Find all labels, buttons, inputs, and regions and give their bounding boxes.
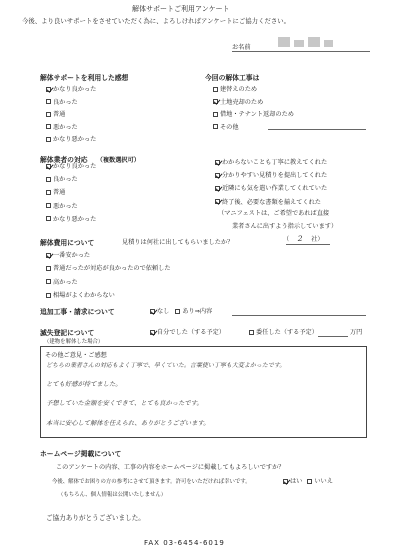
contractor-options xyxy=(46,160,96,226)
satisfaction-option-0[interactable] xyxy=(46,84,96,97)
contractor-option-1[interactable] xyxy=(46,173,96,186)
comments-box[interactable] xyxy=(40,346,367,438)
answer-paren: （ xyxy=(283,236,290,243)
reason-option-0[interactable] xyxy=(215,156,327,169)
option-label: はい xyxy=(290,478,303,485)
reason-option-3[interactable] xyxy=(215,196,327,209)
checkbox[interactable] xyxy=(46,279,51,284)
registration-title: 滅失登記について xyxy=(40,329,95,337)
contractor-option-2[interactable] xyxy=(46,186,96,199)
manifest-note-2: 業者さんに出すよう指示しています） xyxy=(232,223,338,230)
form-title: 解体サポートご利用アンケート xyxy=(132,5,230,13)
answer-underline xyxy=(286,244,330,245)
option-label: 普通だったが対応が良かったので依頼した xyxy=(53,265,171,273)
option-label: わからないことも丁寧に教えてくれた xyxy=(222,159,328,166)
extra-content-underline xyxy=(232,315,366,316)
option-label: 高かった xyxy=(53,278,78,286)
contractor-option-0[interactable] xyxy=(46,160,96,173)
extra-none-option[interactable] xyxy=(150,308,169,315)
option-label: 良かった xyxy=(53,176,78,184)
comments-label: その他ご意見・ご感想 xyxy=(45,352,107,359)
name-redaction xyxy=(308,37,320,47)
checkbox[interactable] xyxy=(46,293,51,298)
registration-entrust-option[interactable] xyxy=(249,329,318,336)
checkbox[interactable] xyxy=(215,199,220,204)
checkbox[interactable] xyxy=(46,164,51,169)
thanks-text: ご協力ありがとうございました。 xyxy=(46,514,145,522)
registration-self-option[interactable] xyxy=(150,329,225,336)
satisfaction-title: 解体サポートを利用した感想 xyxy=(40,74,129,82)
checkbox[interactable] xyxy=(307,479,312,484)
option-label: 自分でした（する予定） xyxy=(157,329,226,336)
option-label: その他 xyxy=(220,123,239,131)
fee-unit: 万円 xyxy=(350,329,363,336)
cost-answer[interactable] xyxy=(283,234,324,243)
cost-option-0[interactable] xyxy=(46,249,171,262)
homepage-yes-option[interactable] xyxy=(283,478,302,485)
contractor-option-4[interactable] xyxy=(46,213,96,226)
option-label: 終了後、必要な書類を揃えてくれた xyxy=(222,198,321,206)
option-label: 悪かった xyxy=(53,202,78,210)
satisfaction-option-4[interactable] xyxy=(46,134,96,147)
contractor-note: （複数選択可） xyxy=(96,157,140,164)
checkbox[interactable] xyxy=(150,309,155,314)
comment-line-0: どちらの業者さんの対応もよく丁寧で、早くていた。言葉使い丁寧も大変よかったです。 xyxy=(46,362,286,369)
checkbox[interactable] xyxy=(175,309,180,314)
cost-option-2[interactable] xyxy=(46,276,171,289)
option-label: 借地・テナント返却のため xyxy=(220,111,294,119)
option-label: 分かりやすい見積りを提出してくれた xyxy=(222,172,328,180)
option-label: 土地売却のため xyxy=(220,98,264,106)
extra-options xyxy=(150,306,212,315)
homepage-options xyxy=(283,476,333,485)
checkbox[interactable] xyxy=(150,330,155,335)
registration-note: （建物を解体した場合） xyxy=(44,339,104,345)
checkbox[interactable] xyxy=(46,112,51,117)
extra-some-option[interactable] xyxy=(175,308,212,315)
checkbox[interactable] xyxy=(215,160,220,165)
option-label: かなり悪かった xyxy=(53,215,97,223)
cost-options xyxy=(46,249,171,303)
cost-option-1[interactable] xyxy=(46,262,171,275)
company-count-input[interactable]: 2 xyxy=(297,234,303,243)
satisfaction-option-3[interactable] xyxy=(46,122,96,135)
cost-option-3[interactable] xyxy=(46,289,171,302)
checkbox[interactable] xyxy=(213,87,218,92)
option-label: 良かった xyxy=(53,98,78,106)
checkbox[interactable] xyxy=(46,216,51,221)
name-label: お名前 xyxy=(232,44,251,51)
manifest-note-1: （マニフェストは、ご希望であれば直接 xyxy=(218,210,330,217)
option-label: かなり悪かった xyxy=(53,136,97,144)
checkbox[interactable] xyxy=(46,124,51,129)
homepage-note-1: 今後、解体でお困りの方の参考にさせて頂きます。許可をいただければ幸いです。 xyxy=(52,479,251,485)
checkbox[interactable] xyxy=(283,479,288,484)
checkbox[interactable] xyxy=(46,137,51,142)
name-redaction xyxy=(324,40,333,47)
fax-number: FAX 03-6454-6019 xyxy=(144,539,225,547)
option-label: いいえ xyxy=(314,478,333,485)
checkbox[interactable] xyxy=(46,87,51,92)
work-option-1[interactable] xyxy=(213,97,294,110)
cost-question: 見積りは何社に出してもらいましたか？ xyxy=(122,239,234,246)
option-label: 委任した（する予定） xyxy=(256,329,318,336)
homepage-no-option[interactable] xyxy=(307,478,333,485)
checkbox[interactable] xyxy=(249,330,254,335)
work-option-0[interactable] xyxy=(213,84,294,97)
cost-title: 解体費用について xyxy=(40,239,95,247)
work-other-underline xyxy=(268,129,366,130)
option-label: 相場がよくわからない xyxy=(53,292,115,300)
checkbox[interactable] xyxy=(215,173,220,178)
option-label: 近隣にも気を遣い作業してくれていた xyxy=(222,185,328,193)
extra-title: 追加工事・請求について xyxy=(40,308,115,316)
checkbox[interactable] xyxy=(46,203,51,208)
checkbox[interactable] xyxy=(215,186,220,191)
satisfaction-options xyxy=(46,84,96,147)
name-field[interactable] xyxy=(258,36,370,50)
checkbox[interactable] xyxy=(46,177,51,182)
checkbox[interactable] xyxy=(46,190,51,195)
name-redaction xyxy=(294,40,304,47)
comment-line-2: 予想していた金額を安くできて、とても良かったです。 xyxy=(46,400,203,407)
contractor-option-3[interactable] xyxy=(46,200,96,213)
option-label: 悪かった xyxy=(53,123,78,131)
reason-option-1[interactable] xyxy=(215,169,327,182)
option-label: かなり良かった xyxy=(53,163,97,170)
option-label: かなり良かった xyxy=(53,86,97,93)
fee-underline xyxy=(318,336,348,337)
work-options xyxy=(213,84,294,134)
checkbox[interactable] xyxy=(213,99,218,104)
registration-options xyxy=(150,327,318,336)
homepage-note-2: （もちろん、個人情報は公開いたしません） xyxy=(58,492,167,498)
answer-unit: 社） xyxy=(311,236,324,243)
name-redaction xyxy=(278,37,290,47)
checkbox[interactable] xyxy=(213,124,218,129)
option-label: 普通 xyxy=(53,189,66,197)
contractor-title: 解体業者の対応 xyxy=(40,156,88,164)
comment-line-3: 本当に安心して解体を任えられ、ありがとうございます。 xyxy=(46,420,210,427)
option-label: 一番安かった xyxy=(53,252,91,259)
comment-line-1: とても好感が持てました。 xyxy=(46,381,122,388)
checkbox[interactable] xyxy=(213,112,218,117)
work-title: 今回の解体工事は xyxy=(205,74,260,82)
homepage-title: ホームページ掲載について xyxy=(40,450,122,458)
satisfaction-option-1[interactable] xyxy=(46,97,96,110)
option-label: あり⇒内容 xyxy=(182,308,213,315)
form-subtitle: 今後、より良いサポートをさせていただく為に、よろしければアンケートにご協力ください。 xyxy=(22,17,291,25)
satisfaction-option-2[interactable] xyxy=(46,109,96,122)
contractor-reasons xyxy=(215,156,327,209)
work-option-2[interactable] xyxy=(213,109,294,122)
option-label: なし xyxy=(157,308,170,315)
name-underline xyxy=(232,51,370,52)
homepage-question: このアンケートの内容、工事の内容をホームページに掲載してもよろしいですか？ xyxy=(56,464,285,471)
checkbox[interactable] xyxy=(46,266,51,271)
option-label: 建替えのため xyxy=(220,86,258,93)
option-label: 普通 xyxy=(53,111,66,119)
reason-option-2[interactable] xyxy=(215,182,327,195)
checkbox[interactable] xyxy=(46,253,51,258)
checkbox[interactable] xyxy=(46,99,51,104)
